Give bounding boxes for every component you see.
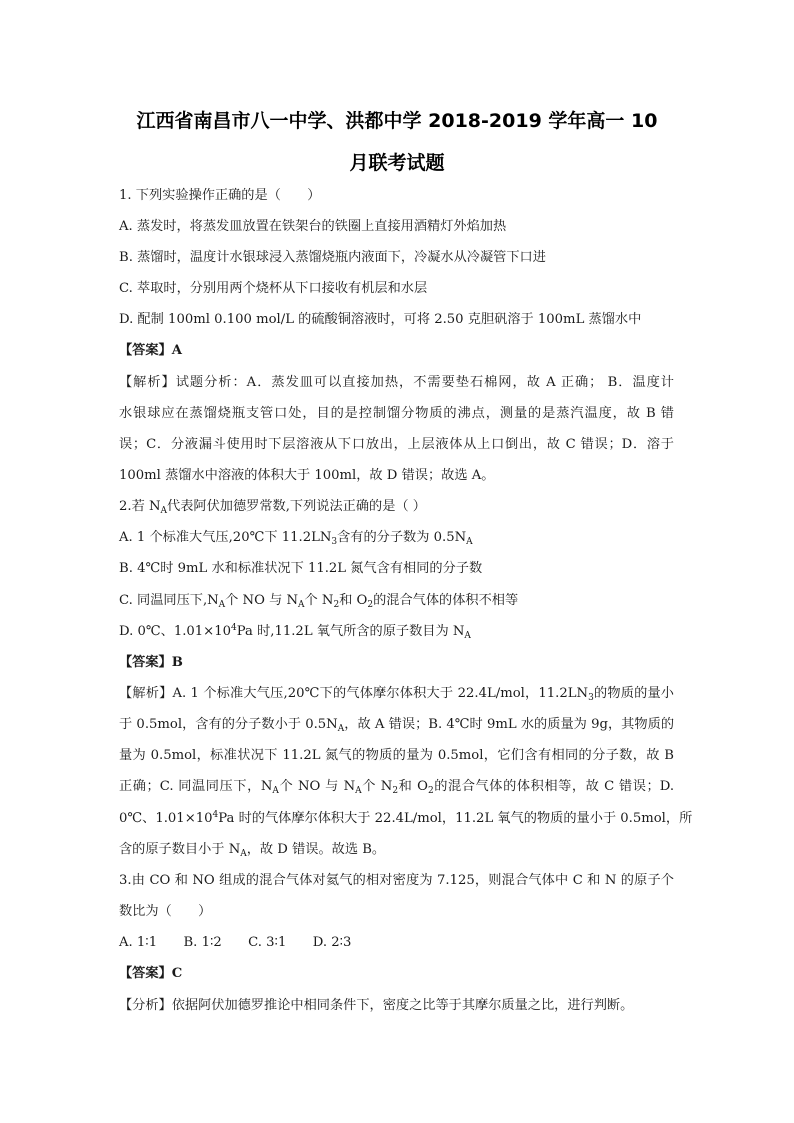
q3-analysis: 【分析】依据阿伏加德罗推论中相同条件下，密度之比等于其摩尔质量之比，进行判断。 bbox=[119, 998, 634, 1013]
q3-stem-continued: 数比为（ ） bbox=[119, 904, 212, 919]
q2-option-b: B. 4℃时 9mL 水和标准状况下 11.2L 氮气含有相同的分子数 bbox=[119, 561, 483, 576]
document-title-line-2: 月联考试题 bbox=[349, 152, 445, 174]
q3-stem: 3.由 CO 和 NO 组成的混合气体对氦气的相对密度为 7.125，则混合气体中 C 和 N 的原子个 bbox=[119, 873, 674, 888]
q1-option-d: D. 配制 100ml 0.100 mol/L 的硫酸铜溶液时，可将 2.50 克胆矾溶于 100mL 蒸馏水中 bbox=[119, 312, 642, 327]
q2-explanation-line: 量为 0.5mol，标准状况下 11.2L 氮气的物质的量为 0.5mol，它们含有相同的分子数，故 B bbox=[119, 748, 674, 763]
q1-option-a: A. 蒸发时，将蒸发皿放置在铁架台的铁圈上直接用酒精灯外焰加热 bbox=[119, 219, 507, 234]
q2-explanation-line: 【解析】A. 1 个标准大气压,20℃下的气体摩尔体积大于 22.4L/mol，$11.2LN_3$的物质的量小 bbox=[119, 686, 674, 703]
document-title-line-1: 江西省南昌市八一中学、洪都中学 2018-2019 学年高一 10 bbox=[136, 110, 658, 132]
q1-explanation-line: 水银球应在蒸馏烧瓶支管口处，目的是控制馏分物质的沸点，测量的是蒸汽温度，故 B 错 bbox=[119, 406, 674, 421]
q2-explanation-line: 于 0.5mol，含有的分子数小于 $0.5N_A$，故 A 错误；B. 4℃时 9mL 水的质量为 9g，其物质的 bbox=[119, 717, 675, 734]
q1-explanation-line: 误；C．分液漏斗使用时下层溶液从下口放出，上层液体从上口倒出，故 C 错误；D．溶于 bbox=[119, 437, 674, 452]
q1-explanation-line: 100ml 蒸馏水中溶液的体积大于 100ml，故 D 错误；故选 A。 bbox=[119, 468, 495, 483]
q1-option-c: C. 萃取时，分别用两个烧杯从下口接收有机层和水层 bbox=[119, 281, 428, 296]
q2-answer: 【答案】B bbox=[119, 655, 183, 670]
q2-option-c: C. 同温同压下$,N_A$个 NO 与 $N_A$个 $N_2$和 $O_2$的混合气体的体积不相等 bbox=[119, 593, 519, 610]
q2-option-a: A. 1 个标准大气压,20℃下 $11.2LN_3$含有的分子数为 $0.5N_A$ bbox=[119, 530, 473, 547]
q2-explanation-line: 含的原子数目小于 $N_A$，故 D 错误。故选 B。 bbox=[119, 842, 386, 859]
q3-answer: 【答案】C bbox=[119, 966, 183, 981]
q3-options: A. 1∶1 B. 1∶2 C. 3∶1 D. 2∶3 bbox=[119, 935, 352, 950]
q2-stem: 2.若 $N_A$代表阿伏加德罗常数,下列说法正确的是（ ） bbox=[119, 499, 426, 516]
q1-stem: 1. 下列实验操作正确的是（ ） bbox=[119, 188, 321, 203]
q2-option-d: D. 0℃、$1.01\times 10^4Pa$ 时,11.2L 氧气所含的原子数目为 $N_A$ bbox=[119, 623, 471, 641]
q1-answer: 【答案】A bbox=[119, 343, 182, 358]
q2-explanation-line: 0℃、$1.01\times 10^4Pa$ 时的气体摩尔体积大于 22.4L/mol，11.2L 氧气的物质的量小于 0.5mol，所 bbox=[119, 810, 693, 826]
q1-option-b: B. 蒸馏时，温度计水银球浸入蒸馏烧瓶内液面下，冷凝水从冷凝管下口进 bbox=[119, 250, 546, 265]
q1-explanation-line: 【解析】试题分析：A．蒸发皿可以直接加热，不需要垫石棉网，故 A 正确； B．温度计 bbox=[119, 375, 674, 390]
q2-explanation-line: 正确；C. 同温同压下，$N_A$个 NO 与 $N_A$个 $N_2$和 $O_2$的混合气体的体积相等，故 C 错误；D. bbox=[119, 779, 675, 796]
